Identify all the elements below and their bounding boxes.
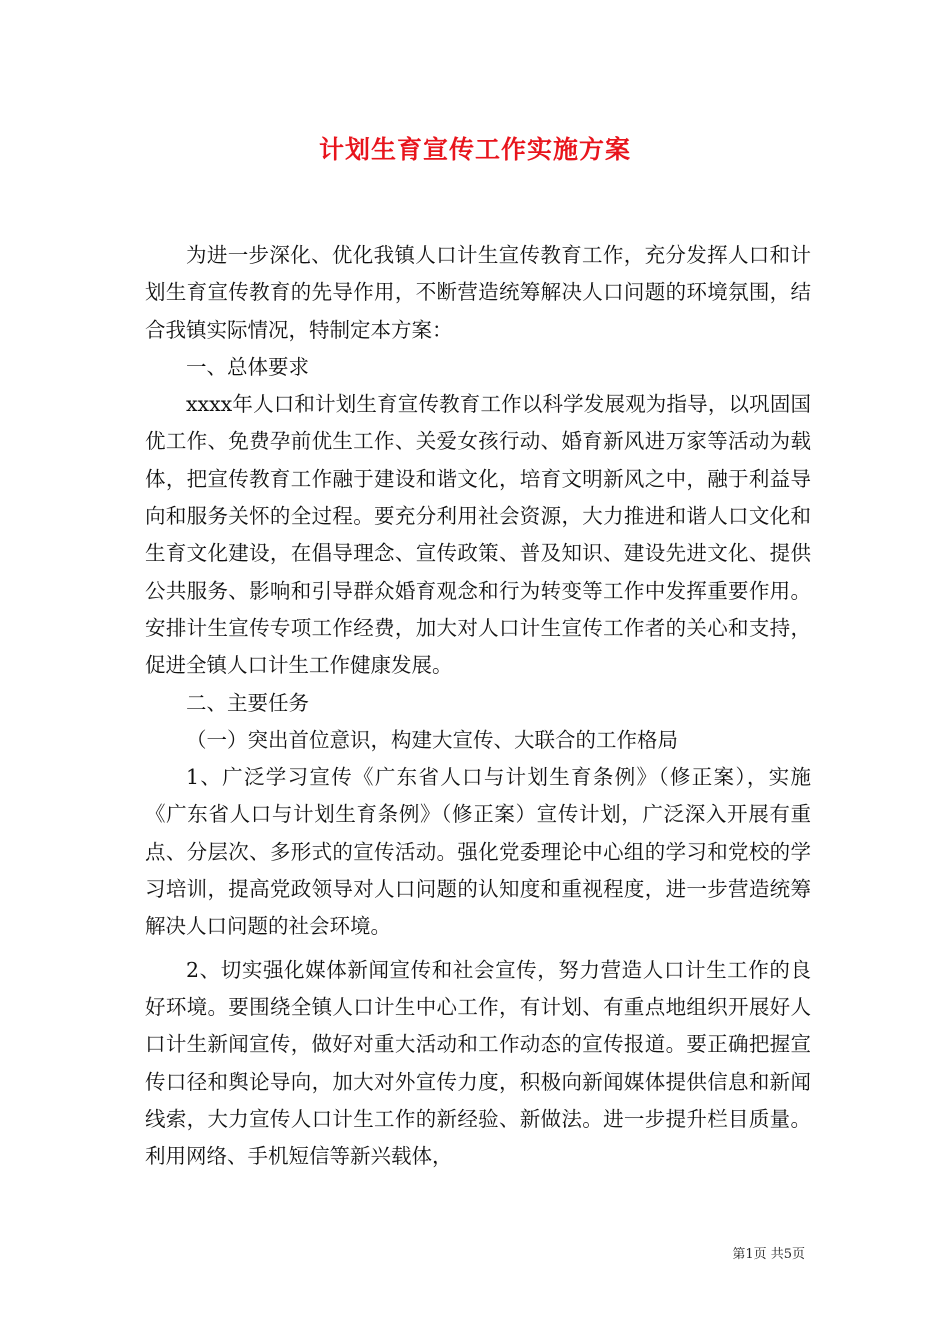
paragraph-intro: 为进一步深化、优化我镇人口计生宣传教育工作，充分发挥人口和计划生育宣传教育的先导作用，不断营造统筹解决人口问题的环境氛围，结合我镇实际情况，特制定本方案： [145, 243, 811, 342]
paragraph-item-2: 2、切实强化媒体新闻宣传和社会宣传，努力营造人口计生工作的良好环境。要围绕全镇人口计生中心工作，有计划、有重点地组织开展好人口计生新闻宣传，做好对重大活动和工作动态的宣传报道。要正确把握宣传口径和舆论导向，加大对外宣传力度，积极向新闻媒体提供信息和新闻线索，大力宣传人口计生工作的新经验、新做法。进一步提升栏目质量。利用网络、手机短信等新兴载体， [145, 957, 811, 1169]
heading-main-tasks: 二、主要任务 [186, 690, 309, 715]
document-body [145, 237, 811, 1175]
heading-general-requirements: 一、总体要求 [186, 354, 309, 379]
subheading-task-one: （一）突出首位意识，构建大宣传、大联合的工作格局 [186, 727, 678, 752]
page-number-footer: 第1页 共5页 [732, 1247, 805, 1262]
paragraph-item-1: 1、广泛学习宣传《广东省人口与计划生育条例》（修正案），实施《广东省人口与计划生育条例》（修正案）宣传计划，广泛深入开展有重点、分层次、多形式的宣传活动。强化党委理论中心组的学习和党校的学习培训，提高党政领导对人口问题的认知度和重视程度，进一步营造统筹解决人口问题的社会环境。 [145, 765, 811, 939]
document-title: 计划生育宣传工作实施方案 [318, 135, 631, 164]
paragraph-general-requirements: xxxx年人口和计划生育宣传教育工作以科学发展观为指导，以巩固国优工作、免费孕前优生工作、关爱女孩行动、婚育新风进万家等活动为载体，把宣传教育工作融于建设和谐文化，培育文明新风之中，融于利益导向和服务关怀的全过程。要充分利用社会资源，大力推进和谐人口文化和生育文化建设，在倡导理念、宣传政策、普及知识、建设先进文化、提供公共服务、影响和引导群众婚育观念和行为转变等工作中发挥重要作用。安排计生宣传专项工作经费，加大对人口计生宣传工作者的关心和支持，促进全镇人口计生工作健康发展。 [145, 392, 811, 678]
